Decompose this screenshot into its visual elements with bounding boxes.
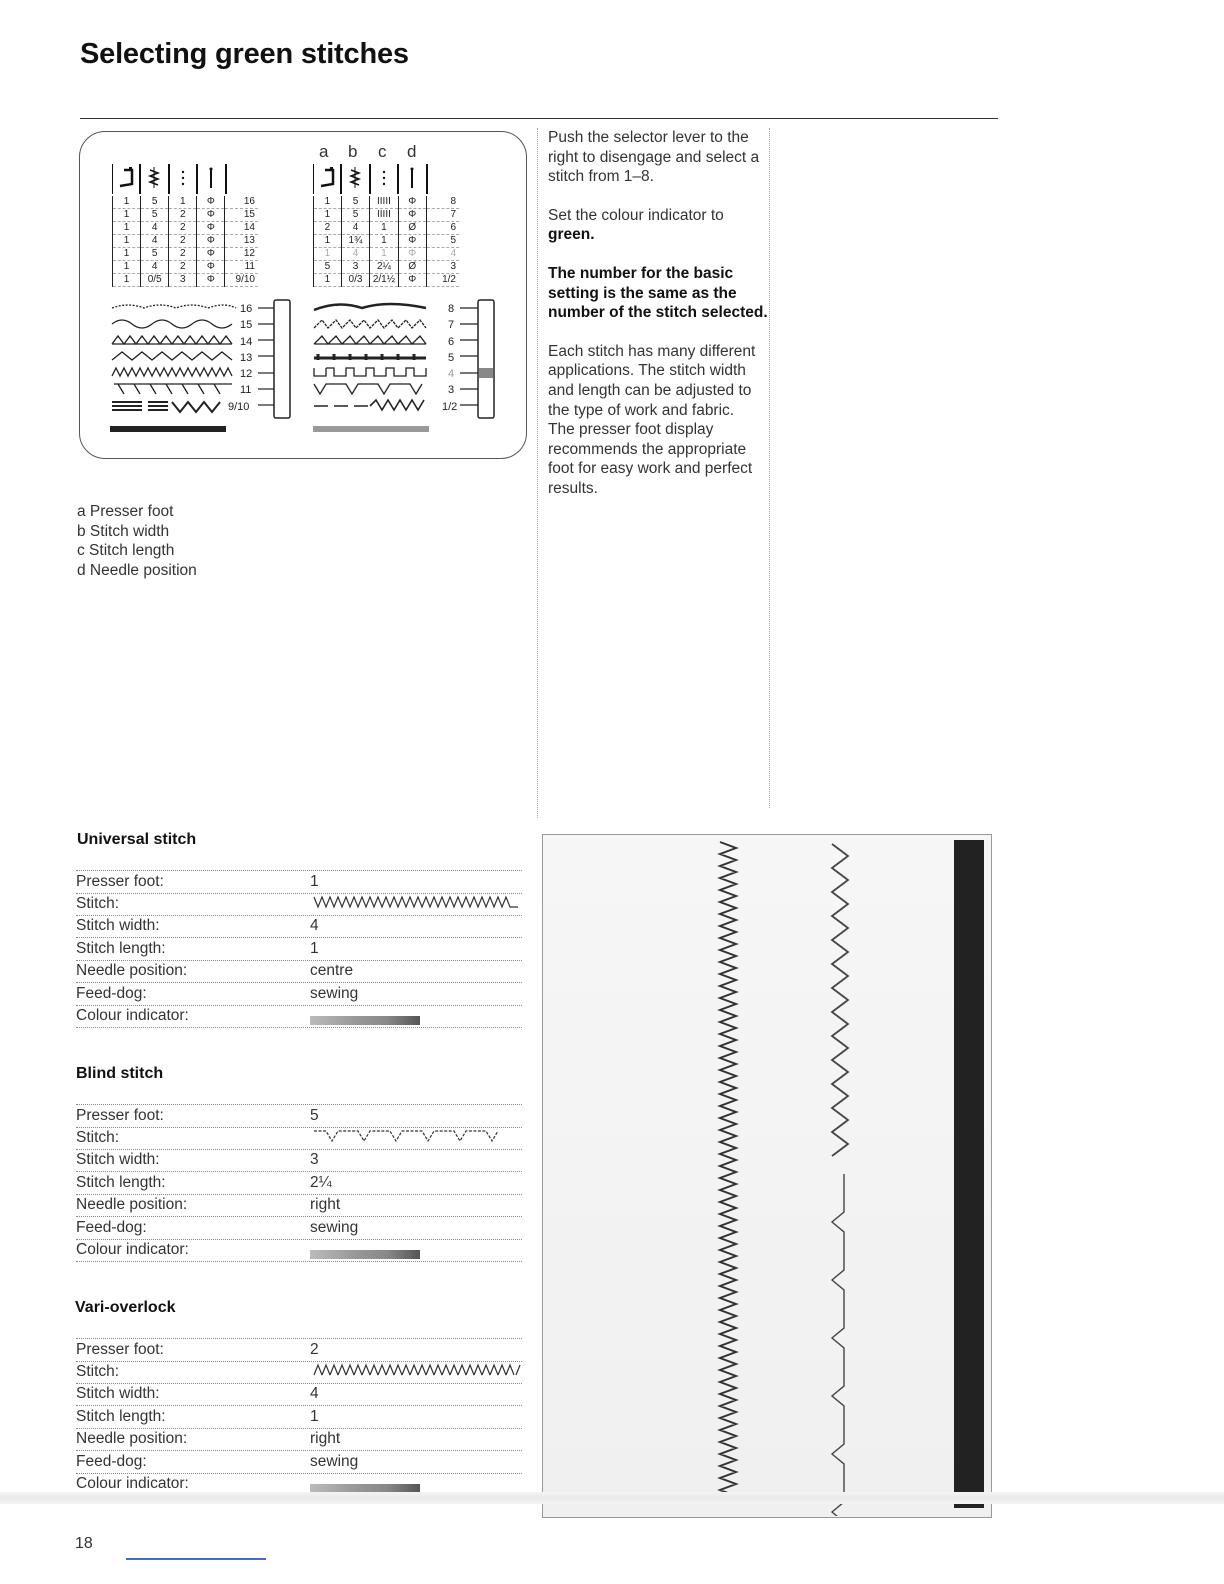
- left-table-row: [113, 248, 259, 261]
- left-table-row: [113, 261, 259, 274]
- spec-value: right: [310, 1196, 341, 1213]
- left-table-cell: 14: [225, 222, 258, 235]
- right-table-cell: IIIII: [370, 196, 399, 209]
- overlock-seam: [720, 842, 736, 1502]
- left-table-cell: Φ: [197, 235, 225, 248]
- left-table-cell: 5: [140, 196, 168, 209]
- right-table-cell: Ø: [398, 261, 426, 274]
- instruction-2: [548, 206, 768, 245]
- left-colour-bar: [110, 426, 226, 432]
- stitch-number-15: 15: [240, 319, 253, 331]
- right-table-cell: 5: [314, 261, 342, 274]
- left-table-cell: 11: [225, 261, 258, 274]
- stitch-symbol-16: [112, 305, 236, 308]
- stitch-number-6: 6: [448, 336, 455, 348]
- universal-seam: [832, 844, 848, 1156]
- spec-row: [76, 1172, 522, 1195]
- instruction-2-bold: green.: [548, 226, 595, 244]
- spec-label: Stitch width:: [76, 917, 160, 934]
- left-table-cell: 1: [169, 196, 197, 209]
- scan-band: [0, 1492, 1224, 1504]
- left-table-cell: 5: [140, 248, 168, 261]
- spec-row: [76, 983, 522, 1006]
- spec-row: [76, 1149, 522, 1172]
- left-table-cell: 1: [113, 222, 141, 235]
- right-table-cell: Φ: [398, 248, 426, 261]
- right-table-cell: 1: [314, 274, 342, 287]
- right-table-row: [314, 261, 460, 274]
- right-stitch-symbols: [308, 298, 498, 420]
- left-table-cell: 9/10: [225, 274, 258, 287]
- stitch-number-7: 7: [448, 319, 455, 331]
- colour-indicator-swatch: [310, 1016, 420, 1025]
- spec-value: sewing: [310, 984, 359, 1002]
- left-table-row: [113, 274, 259, 287]
- spec-label: Colour indicator:: [76, 1007, 189, 1024]
- spec-label: Feed-dog:: [76, 984, 147, 1002]
- left-table-row: [113, 196, 259, 209]
- left-table-cell: 2: [169, 248, 197, 261]
- right-table-cell: 4: [341, 222, 369, 235]
- right-table-cell: 0/3: [341, 274, 369, 287]
- left-table-cell: 1: [113, 274, 141, 287]
- instruction-3: The number for the basic setting is the same as the number of the stitch selected.: [548, 264, 768, 322]
- right-table-row: [314, 196, 460, 209]
- instruction-5: The presser foot display recommends the appropriate foot for easy work and perfect results.: [548, 421, 753, 497]
- right-table-cell: 1¾: [341, 235, 369, 248]
- right-table-cell: 4: [426, 248, 459, 261]
- right-table-cell: IIIII: [370, 209, 399, 222]
- spec-label: Stitch width:: [76, 1151, 160, 1168]
- spec-row: [76, 1406, 522, 1429]
- left-table-cell: 2: [169, 209, 197, 222]
- stitch-symbol-13: [112, 352, 232, 360]
- left-stitch-symbols: [108, 298, 298, 420]
- section-title-universal: Universal stitch: [77, 831, 197, 848]
- instruction-2-text: Set the colour indicator to: [548, 206, 724, 224]
- spec-row: [76, 1428, 522, 1451]
- stitch-symbol-11: [114, 384, 232, 394]
- spec-label: Presser foot:: [76, 873, 164, 890]
- left-table-cell: 1: [113, 235, 141, 248]
- spec-row: [76, 915, 522, 938]
- stitch-symbol-8: [314, 304, 426, 310]
- spec-row: [76, 1194, 522, 1217]
- right-table-cell: 1: [370, 222, 399, 235]
- right-table-cell: 7: [426, 209, 459, 222]
- spec-value: sewing: [310, 1218, 359, 1236]
- spec-label: Presser foot:: [76, 1341, 164, 1358]
- right-table-row: [314, 248, 460, 261]
- spec-value: [310, 1246, 420, 1264]
- right-indicator-slot: [478, 300, 494, 418]
- universal-stitch-glyph: [312, 893, 522, 911]
- spec-value: 4: [310, 917, 319, 934]
- stitch-number-5: 5: [448, 352, 455, 364]
- left-table-cell: 16: [225, 196, 258, 209]
- right-table-cell: 2¼: [370, 261, 399, 274]
- page-title: Selecting green stitches: [80, 38, 409, 70]
- right-table-cell: Φ: [398, 209, 426, 222]
- stitch-number-11: 11: [240, 384, 252, 396]
- left-settings-table: [112, 196, 258, 287]
- spec-label: Stitch width:: [76, 1385, 160, 1402]
- stitch-number-14: 14: [240, 336, 253, 348]
- indicator-position-marker: [479, 368, 493, 378]
- spec-row: [76, 960, 522, 983]
- spec-label: Feed-dog:: [76, 1218, 147, 1236]
- spec-value: 3: [310, 1151, 319, 1168]
- stitch-number-8: 8: [448, 303, 455, 315]
- left-table-cell: 4: [140, 222, 168, 235]
- spec-value: 4: [310, 1385, 319, 1402]
- spec-value: 1: [310, 939, 319, 957]
- spec-row: [76, 1005, 522, 1028]
- spec-label: Needle position:: [76, 962, 188, 979]
- left-table-cell: Φ: [197, 248, 225, 261]
- spec-label: Stitch:: [76, 894, 120, 912]
- stitch-symbol-1-2: [314, 400, 424, 410]
- stitch-symbol-9-10: [112, 402, 220, 412]
- spec-label: Stitch:: [76, 1128, 120, 1146]
- right-table-cell: Ø: [398, 222, 426, 235]
- left-table-cell: 0/5: [140, 274, 168, 287]
- left-table-cell: 5: [140, 209, 168, 222]
- stitch-number-9-10: 9/10: [228, 401, 250, 413]
- left-table-cell: 4: [140, 235, 168, 248]
- fabric-stitch-lines: [542, 834, 990, 1516]
- spec-value: 1: [310, 1407, 319, 1425]
- right-table-row: [314, 209, 460, 222]
- spec-row: [76, 1217, 522, 1240]
- legend-item-b: b Stitch width: [77, 522, 170, 540]
- spec-label: Needle position:: [76, 1196, 188, 1213]
- right-table-cell: 1: [314, 235, 342, 248]
- bottom-link-underline: [126, 1558, 266, 1560]
- stitch-number-16: 16: [240, 303, 253, 315]
- needle-icon: [210, 168, 213, 189]
- spec-value: 1: [310, 873, 319, 890]
- dark-fabric-band: [954, 840, 984, 1508]
- stitch-symbol-14: [112, 336, 232, 344]
- presser-foot-icon: [321, 167, 333, 186]
- right-table-cell: 2/1½: [370, 274, 399, 287]
- spec-label: Colour indicator:: [76, 1241, 189, 1258]
- left-table-cell: Φ: [197, 261, 225, 274]
- blind-stitch-glyph: [312, 1127, 522, 1145]
- spec-label: Colour indicator:: [76, 1475, 189, 1492]
- blind-seam: [832, 1174, 844, 1516]
- right-table-cell: 1/2: [426, 274, 459, 287]
- spec-row: [76, 1239, 522, 1262]
- left-table-cell: 12: [225, 248, 258, 261]
- left-table-cell: 13: [225, 235, 258, 248]
- spec-row: [76, 938, 522, 961]
- stitch-symbol-5: [314, 354, 426, 360]
- zigzag-icon: [150, 167, 158, 188]
- left-table-cell: 2: [169, 235, 197, 248]
- panel-legend: [77, 502, 197, 580]
- section-title-overlock: Vari-overlock: [75, 1299, 176, 1316]
- left-header-icons: [112, 164, 232, 194]
- needle-icon: [411, 168, 414, 189]
- right-table-row: [314, 222, 460, 235]
- left-table-cell: 3: [169, 274, 197, 287]
- page-number: 18: [75, 1535, 93, 1552]
- right-table-cell: 3: [341, 261, 369, 274]
- right-table-cell: 1: [370, 235, 399, 248]
- header-rule: [80, 118, 998, 119]
- col-label-a: a: [319, 142, 329, 161]
- spec-value: sewing: [310, 1452, 359, 1470]
- presser-foot-icon: [120, 167, 132, 186]
- left-table-cell: Φ: [197, 274, 225, 287]
- spec-label: Presser foot:: [76, 1107, 164, 1124]
- right-table-cell: Φ: [398, 274, 426, 287]
- stitch-symbol-7: [314, 320, 426, 328]
- right-settings-table: [313, 196, 459, 287]
- right-header-icons: [313, 164, 433, 194]
- left-table-cell: 4: [140, 261, 168, 274]
- stitch-number-12: 12: [240, 368, 253, 380]
- right-table-cell: Φ: [398, 196, 426, 209]
- overlock-stitch-glyph: [312, 1361, 522, 1379]
- left-table-cell: 1: [113, 209, 141, 222]
- right-table-row: [314, 274, 460, 287]
- right-table-cell: 1: [314, 196, 342, 209]
- col-label-d: d: [407, 142, 417, 161]
- column-guide-right: [769, 128, 770, 808]
- right-table-cell: 6: [426, 222, 459, 235]
- left-table-cell: Φ: [197, 222, 225, 235]
- left-table-cell: 1: [113, 196, 141, 209]
- right-table-cell: 5: [341, 196, 369, 209]
- spec-row: [76, 870, 522, 894]
- right-table-cell: Φ: [398, 235, 426, 248]
- spec-row: [76, 1383, 522, 1406]
- stitch-number-1-2: 1/2: [442, 401, 458, 413]
- right-table-cell: 1: [314, 248, 342, 261]
- instruction-4: Each stitch has many different applications. The stitch width and length can be adjusted to the type of work and fabric.: [548, 342, 756, 419]
- spec-label: Stitch length:: [76, 1173, 166, 1191]
- stitch-symbol-15: [112, 320, 232, 328]
- spec-label: Stitch length:: [76, 1407, 166, 1425]
- spec-value: [310, 1012, 420, 1030]
- legend-item-c: c Stitch length: [77, 542, 175, 560]
- left-table-cell: 1: [113, 248, 141, 261]
- stitch-symbol-3: [314, 384, 422, 394]
- instructions: [548, 128, 768, 499]
- spec-label: Stitch:: [76, 1362, 120, 1380]
- spec-row: [76, 1104, 522, 1128]
- spec-value: centre: [310, 962, 354, 979]
- stitch-number-4: 4: [448, 368, 455, 380]
- spec-row: [76, 1338, 522, 1362]
- left-table-row: [113, 235, 259, 248]
- right-colour-bar: [313, 426, 429, 432]
- length-icon: [182, 171, 184, 185]
- left-table-row: [113, 209, 259, 222]
- right-table-cell: 1: [314, 209, 342, 222]
- right-table-cell: 1: [370, 248, 399, 261]
- stitch-symbol-12: [112, 368, 232, 376]
- spec-value: right: [310, 1430, 341, 1447]
- right-table-row: [314, 235, 460, 248]
- right-table-cell: 8: [426, 196, 459, 209]
- left-table-row: [113, 222, 259, 235]
- left-table-cell: 1: [113, 261, 141, 274]
- left-table-cell: Φ: [197, 209, 225, 222]
- section-title-blind: Blind stitch: [76, 1065, 164, 1082]
- column-guide-left: [537, 128, 538, 818]
- right-table-cell: 2: [314, 222, 342, 235]
- right-table-cell: 5: [341, 209, 369, 222]
- colour-indicator-swatch: [310, 1250, 420, 1259]
- right-table-cell: 3: [426, 261, 459, 274]
- spec-row: [76, 1451, 522, 1474]
- spec-label: Feed-dog:: [76, 1452, 147, 1470]
- legend-item-d: d Needle position: [77, 561, 197, 579]
- left-table-cell: 2: [169, 261, 197, 274]
- spec-value: 2: [310, 1341, 319, 1358]
- spec-value: 2¼: [310, 1173, 332, 1191]
- right-table-cell: 5: [426, 235, 459, 248]
- left-table-cell: 2: [169, 222, 197, 235]
- col-label-c: c: [378, 142, 387, 161]
- spec-label: Stitch length:: [76, 939, 166, 957]
- instruction-1: Push the selector lever to the right to disengage and select a stitch from 1–8.: [548, 129, 760, 186]
- stitch-symbol-6: [314, 336, 426, 344]
- length-icon: [383, 171, 385, 185]
- left-table-cell: 15: [225, 209, 258, 222]
- stitch-symbol-4: [314, 368, 426, 376]
- spec-value: 5: [310, 1107, 319, 1124]
- spec-label: Needle position:: [76, 1430, 188, 1447]
- col-label-b: b: [348, 142, 358, 161]
- left-table-cell: Φ: [197, 196, 225, 209]
- stitch-number-3: 3: [448, 384, 455, 396]
- legend-item-a: a Presser foot: [77, 503, 174, 520]
- right-table-cell: 4: [341, 248, 369, 261]
- stitch-number-13: 13: [240, 352, 253, 364]
- zigzag-icon: [351, 167, 359, 188]
- left-indicator-slot: [274, 300, 290, 418]
